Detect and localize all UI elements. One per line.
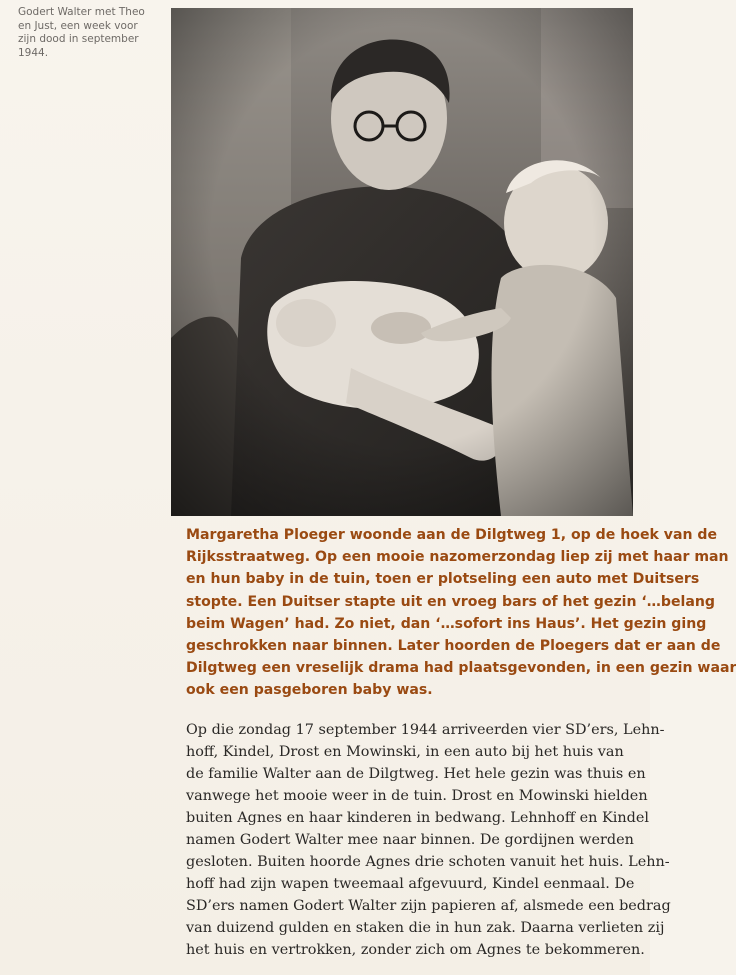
photo-illustration [171,8,633,516]
quote-line: Dilgtweg een vreselijk drama had plaatsgevonden, in een gezin waar [186,660,736,677]
quote-line: geschrokken naar binnen. Later hoorden de Ploegers dat er aan de [186,638,721,655]
quote-line: en hun baby in de tuin, toen er plotseling een auto met Duitsers [186,571,700,588]
caption-line: Godert Walter met Theo [18,6,145,18]
body-line: gesloten. Buiten hoorde Agnes drie schoten vanuit het huis. Lehn- [186,854,670,870]
caption-line: zijn dood in september [18,33,139,45]
historical-photo [171,8,633,516]
photo-caption [18,6,153,60]
body-line: namen Godert Walter mee naar binnen. De gordijnen werden [186,832,634,848]
body-paragraph [186,719,671,961]
body-line: hoff, Kindel, Drost en Mowinski, in een auto bij het huis van [186,744,624,760]
quote-line: Margaretha Ploeger woonde aan de Dilgtweg 1, op de hoek van de [186,527,718,543]
quote-line: stopte. Een Duitser stapte uit en vroeg bars of het gezin ‘…belang [186,593,715,610]
quote-line: Rijksstraatweg. Op een mooie nazomerzondag liep zij met haar man [186,549,729,566]
caption-line: en Just, een week voor [18,19,138,32]
caption-line: 1944. [18,46,49,59]
body-line: Op die zondag 17 september 1944 arriveerden vier SD’ers, Lehn- [186,722,665,738]
body-line: hoff had zijn wapen tweemaal afgevuurd, Kindel eenmaal. De [186,876,635,892]
body-line: het huis en vertrokken, zonder zich om Agnes te bekommeren. [186,942,645,958]
highlighted-quote [186,524,736,702]
body-line: vanwege het mooie weer in de tuin. Drost en Mowinski hielden [186,788,648,804]
body-line: van duizend gulden en staken die in hun zak. Daarna verlieten zij [186,920,665,936]
quote-line: ook een pasgeboren baby was. [186,682,433,699]
body-line: de familie Walter aan de Dilgtweg. Het hele gezin was thuis en [186,766,646,782]
quote-line: beim Wagen’ had. Zo niet, dan ‘…sofort ins Haus’. Het gezin ging [186,615,707,632]
body-line: buiten Agnes en haar kinderen in bedwang. Lehnhoff en Kindel [186,810,649,826]
body-line: SD’ers namen Godert Walter zijn papieren af, alsmede een bedrag [186,898,671,914]
